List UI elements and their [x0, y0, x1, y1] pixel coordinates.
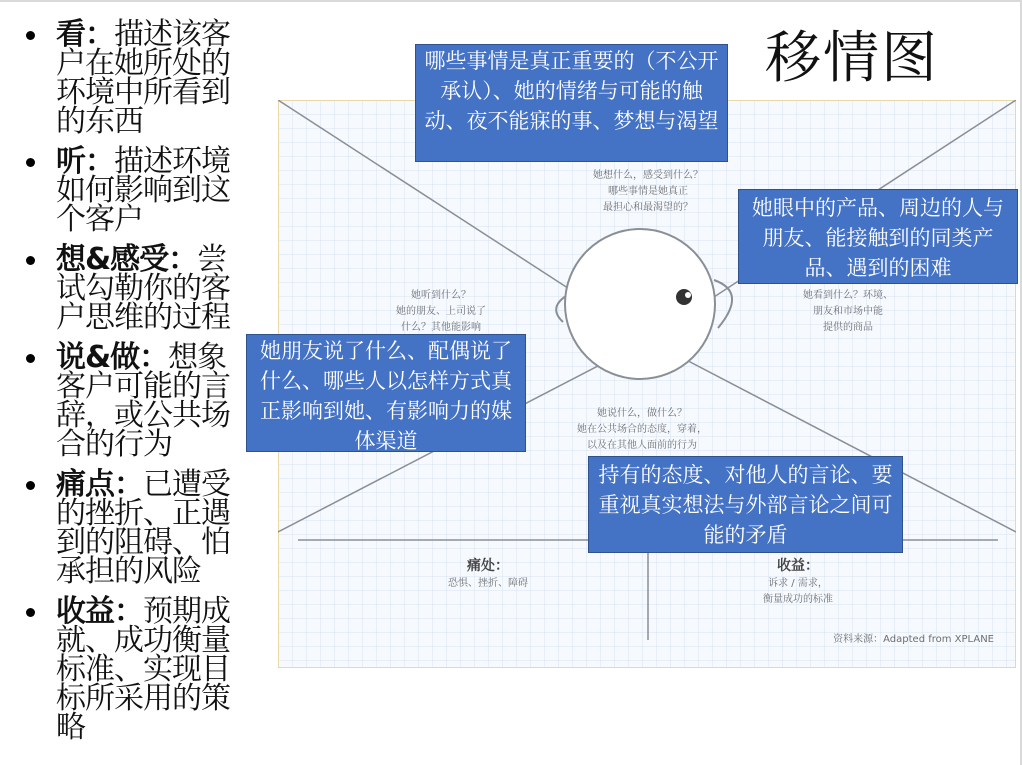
bullet-say-do — [24, 340, 246, 462]
say-quadrant-label — [562, 406, 722, 454]
bullet-pain — [24, 467, 246, 589]
gain-section-label — [738, 558, 858, 608]
bullet-dot — [26, 354, 35, 363]
say-description: 以及在其他人面前的行为 — [587, 440, 697, 451]
think-description: 最担心和最渴望的？ — [603, 202, 693, 213]
think-description: 哪些事情是她真正 — [608, 186, 688, 197]
bullet-dot — [26, 481, 35, 490]
think-heading: 她想什么，感受到什么？ — [593, 170, 703, 181]
bullet-term: 痛点： — [56, 467, 143, 502]
hear-heading: 她听到什么？ — [411, 290, 471, 301]
bullet-dot — [26, 158, 35, 167]
see-callout: 她眼中的产品、周边的人与朋友、能接触到的同类产品、遇到的困难 — [738, 189, 1018, 284]
see-description: 提供的商品 — [823, 322, 873, 333]
say-do-callout: 持有的态度、对他人的言论、要重视真实想法与外部言论之间可能的矛盾 — [588, 456, 903, 553]
bullet-term: 听： — [56, 144, 114, 179]
hear-quadrant-label — [386, 288, 496, 336]
bullet-text: 想象客户可能的言辞，或公共场合的行为 — [56, 340, 230, 462]
hear-callout: 她朋友说了什么、配偶说了什么、哪些人以怎样方式真正影响到她、有影响力的媒体渠道 — [246, 334, 526, 452]
hear-description: 什么？其他能影响 — [401, 322, 481, 333]
say-description: 她在公共场合的态度，穿着， — [577, 424, 707, 435]
bullet-dot — [26, 608, 35, 617]
page-title: 移情图 — [765, 26, 939, 91]
source-credit: 资料来源：Adapted from XPLANE — [833, 634, 994, 645]
bullet-think-feel — [24, 242, 246, 335]
pain-description: 恐惧、挫折、障碍 — [448, 578, 528, 589]
pain-section-label — [428, 558, 548, 592]
say-heading: 她说什么，做什么？ — [597, 408, 687, 419]
see-heading: 她看到什么？环境、 — [803, 290, 893, 301]
bullet-text: 描述环境如何影响到这个客户 — [56, 144, 230, 237]
bullet-term: 看： — [56, 17, 114, 52]
gain-description: 衡量成功的标准 — [763, 594, 833, 605]
definition-list — [24, 17, 246, 753]
hear-description: 她的朋友、上司说了 — [396, 306, 486, 317]
bullet-see — [24, 17, 246, 139]
bullet-term: 说&做： — [56, 340, 169, 375]
slide-top-edge — [0, 0, 1022, 2]
bullet-hear — [24, 144, 246, 237]
eye-highlight — [685, 292, 691, 298]
bullet-text: 尝试勾勒你的客户思维的过程 — [56, 242, 230, 335]
see-quadrant-label — [788, 288, 908, 336]
bullet-text: 预期成就、成功衡量标准、实现目标所采用的策略 — [56, 594, 230, 745]
bullet-gain — [24, 594, 246, 745]
bullet-text: 已遭受的挫折、正遇到的阻碍、怕承担的风险 — [56, 467, 230, 589]
bullet-dot — [26, 256, 35, 265]
bullet-text: 描述该客户在她所处的环境中所看到的东西 — [56, 17, 230, 139]
head-icon — [565, 229, 715, 379]
pain-heading: 痛处： — [467, 558, 509, 574]
bullet-term: 想&感受： — [56, 242, 198, 277]
bullet-dot — [26, 31, 35, 40]
see-description: 朋友和市场中能 — [813, 306, 883, 317]
think-quadrant-label — [578, 168, 718, 216]
think-feel-callout: 哪些事情是真正重要的（不公开承认）、她的情绪与可能的触动、夜不能寐的事、梦想与渴望 — [415, 44, 728, 162]
bullet-term: 收益： — [56, 594, 143, 629]
gain-heading: 收益： — [777, 558, 819, 574]
gain-description: 诉求 / 需求， — [768, 578, 828, 589]
